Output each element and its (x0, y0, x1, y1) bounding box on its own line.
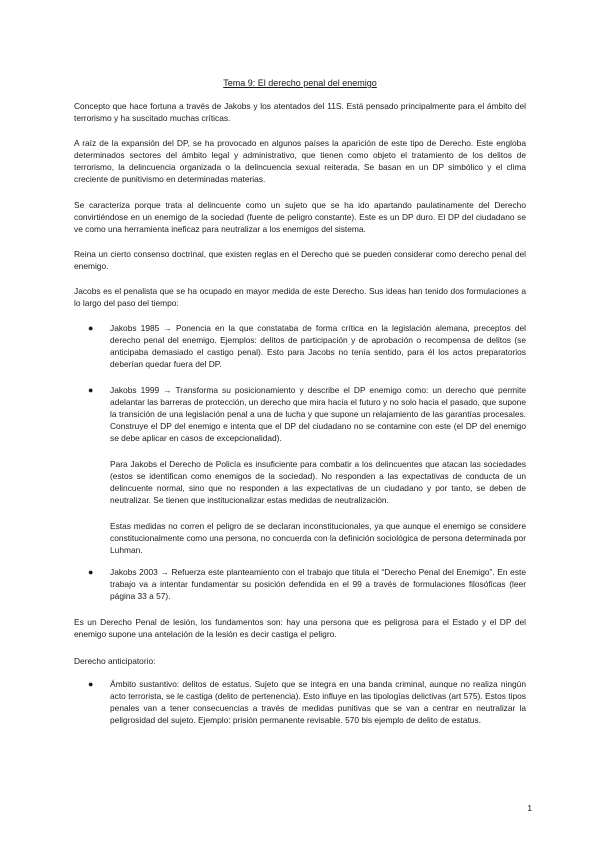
bullet-icon: ● (88, 385, 94, 395)
paragraph-lesion: Es un Derecho Penal de lesión, los fundamentos son: hay una persona que es peligrosa para el Estado y el DP del enemigo supone una antelación de la lesión es decir castiga el peligro. (74, 617, 526, 639)
paragraph-consensus: Reina un cierto consenso doctrinal, que existen reglas en el Derecho que se pueden considerar como derecho penal del enemigo. (74, 249, 526, 271)
bullet-text: Ámbito sustantivo: delitos de estatus. Sujeto que se integra en una banda criminal, aunque no realiza ningún acto terrorista, se le castiga (delito de pertenencia). Esto influye en las tipologías delictivas (art 575). Estos tipos penales van a tener consecuencias a través de medidas punitivas que se van a centrar en neutralizar la peligrosidad del sujeto. Ejemplo: prisión permanente revisable. 570 bis ejemplo de delito de estatus. (110, 679, 526, 725)
bullet-icon: ● (88, 323, 94, 333)
bullet-icon: ● (88, 679, 94, 689)
page-number: 1 (527, 803, 532, 813)
document-title: Tema 9: El derecho penal del enemigo (223, 78, 377, 88)
bullet-text: Jakobs 1999 → Transforma su posicionamiento y describe el DP enemigo como: un derecho que permite adelantar las barreras de protección, un derecho que mira hacia el futuro y no solo hacia el pasado, que supone la transición de una legislación penal a una de lucha y que supone un relajamiento de las garantías procesales. Construye el DP del enemigo e intenta que el DP del ciudadano no se contamine con este (el DP del enemigo se debe aplicar en casos de excepcionalidad). (110, 385, 526, 443)
paragraph-intro: Concepto que hace fortuna a través de Jakobs y los atentados del 11S. Está pensado principalmente para el ámbito del terrorismo y ha suscitado muchas críticas. (74, 101, 526, 123)
paragraph-expansion: A raíz de la expansión del DP, se ha provocado en algunos países la aparición de este tipo de Derecho. Este engloba determinados sectores del ámbito legal y administrativo, que tienen como objeto el tratamiento de los delitos de terrorismo, la delincuencia organizada o la delincuencia sexual reiterada. Se basan en un DP simbólico y el clima creciente de punitivismo en determinadas materias. (74, 138, 526, 184)
sub-paragraph-medidas: Estas medidas no corren el peligro de se declaran inconstitucionales, ya que aunque el enemigo se considere constitucionalmente como una persona, no concuerda con la definición sociológica de persona determinada por Luhman. (110, 521, 526, 555)
bullet-text: Jakobs 1985 → Ponencia en la que constataba de forma crítica en la legislación alemana, preceptos del derecho penal del enemigo. Ejemplos: delitos de participación y de aprobación o recompensa de delitos (se anticipaba demasiado el castigo penal). Esto para Jacobs no tenía sentido, para él los actos preparatorios deberían quedar fuera del DP. (110, 323, 526, 369)
paragraph-jacobs: Jacobs es el penalista que se ha ocupado en mayor medida de este Derecho. Sus ideas han tenido dos formulaciones a lo largo del paso del tiempo: (74, 286, 526, 308)
paragraph-characteristics: Se caracteriza porque trata al delincuente como un sujeto que se ha ido apartando paulatinamente del Derecho convirtiéndose en un enemigo de la sociedad (fuente de peligro constante). Este es un DP duro. El DP del ciudadano se ve como una herramienta ineficaz para neutralizar a los enemigos del sistema. (74, 200, 526, 234)
sub-paragraph-policia: Para Jakobs el Derecho de Policía es insuficiente para combatir a los delincuentes que atacan las sociedades (estos se identifican como enemigos de la sociedad). No responden a las expectativas de conducta de un delincuente normal, sino que no responden a las expectativas de un ciudadano y por tanto, se deben de neutralizar. Se tienen que institucionalizar estas medidas de neutralización. (110, 459, 526, 505)
paragraph-anticipatorio: Derecho anticipatorio: (74, 656, 156, 666)
bullet-text: Jakobs 2003 → Refuerza este planteamiento con el trabajo que titula el “Derecho Penal del Enemigo”. En este trabajo va a intentar fundamentar su posición defendida en el 99 a través de formulaciones filosóficas (leer página 33 a 57). (110, 567, 526, 601)
bullet-icon: ● (88, 567, 94, 577)
